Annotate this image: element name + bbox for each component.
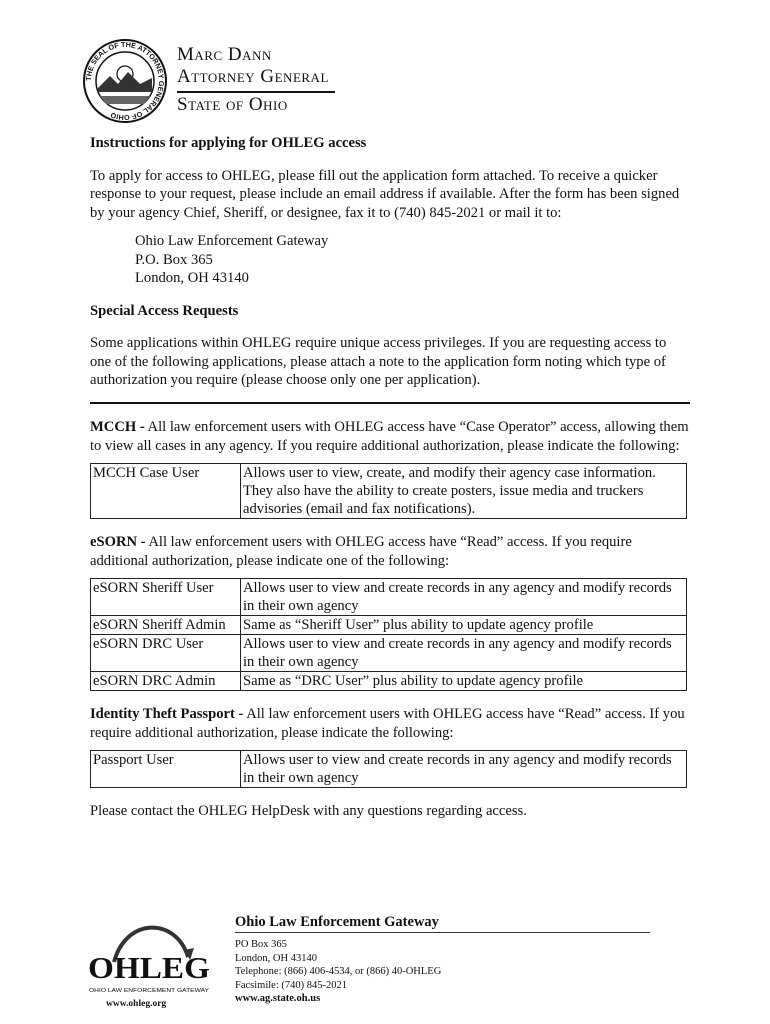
identity-theft-table xyxy=(90,750,687,788)
address-line: London, OH 43140 xyxy=(135,270,249,286)
logo-website: www.ohleg.org xyxy=(106,999,167,1009)
special-access-heading: Special Access Requests xyxy=(90,302,239,319)
header-rule xyxy=(177,91,335,93)
address-line: P.O. Box 365 xyxy=(135,251,213,268)
role-cell: eSORN Sheriff Admin xyxy=(91,616,241,635)
table-row xyxy=(91,616,687,635)
description-cell: Allows user to view and create records in any agency and modify records in their own agency xyxy=(241,579,687,616)
table-row xyxy=(91,672,687,691)
role-cell: eSORN DRC User xyxy=(91,635,241,672)
mailing-address xyxy=(135,232,690,288)
footer-line: Telephone: (866) 406-4534, or (866) 40-OHLEG xyxy=(235,966,442,977)
document-body xyxy=(90,134,690,821)
description-cell: Allows user to view and create records in any agency and modify records in their own agency xyxy=(241,635,687,672)
description-cell: Allows user to view, create, and modify their agency case information. They also have the ability to create posters, issue media and truckers advisories (email and fax notifications). xyxy=(241,464,687,519)
contact-paragraph: Please contact the OHLEG HelpDesk with any questions regarding access. xyxy=(90,803,527,819)
description-cell: Allows user to view and create records in any agency and modify records in their own agency xyxy=(241,751,687,788)
logo-word: OHLEG xyxy=(88,950,210,985)
instructions-paragraph: To apply for access to OHLEG, please fill out the application form attached. To receive a quicker response to your request, please include an email address if available. After the form has been signed by your agency Chief, Sheriff, or designee, fax it to (740) 845-2021 or mail it to: xyxy=(90,167,680,221)
description-cell: Same as “DRC User” plus ability to update agency profile xyxy=(241,672,687,691)
header-state: State of Ohio xyxy=(177,94,288,115)
footer-line: Facsimile: (740) 845-2021 xyxy=(235,979,347,991)
special-access-paragraph: Some applications within OHLEG require unique access privileges. If you are requesting access to one of the following applications, please attach a note to the application form noting which type of authorization you require (please choose only one per application). xyxy=(90,335,667,388)
table-row xyxy=(91,635,687,672)
mcch-label: MCCH - xyxy=(90,419,145,435)
role-cell: Passport User xyxy=(91,751,241,788)
footer-rule xyxy=(235,932,650,933)
header-name: Marc Dann xyxy=(177,44,272,65)
footer-title: Ohio Law Enforcement Gateway xyxy=(235,914,439,930)
attorney-general-seal xyxy=(82,38,168,124)
footer-line: London, OH 43140 xyxy=(235,952,317,964)
description-cell: Same as “Sheriff User” plus ability to update agency profile xyxy=(241,616,687,635)
footer-website-link[interactable]: www.ag.state.oh.us xyxy=(235,993,321,1004)
role-cell: eSORN Sheriff User xyxy=(91,579,241,616)
mcch-paragraph xyxy=(90,418,690,455)
seal-ring-text: THE SEAL OF THE ATTORNEY GENERAL OF OHIO xyxy=(83,39,167,123)
section-divider xyxy=(90,402,690,405)
esorn-paragraph xyxy=(90,533,690,570)
table-row xyxy=(91,751,687,788)
instructions-heading: Instructions for applying for OHLEG access xyxy=(90,135,367,151)
identity-theft-text: All law enforcement users with OHLEG access have “Read” access. If you require additional authorization, please indicate the following: xyxy=(90,706,685,741)
role-cell: MCCH Case User xyxy=(91,464,241,519)
identity-theft-paragraph xyxy=(90,705,690,742)
footer-contact xyxy=(235,938,441,992)
esorn-text: All law enforcement users with OHLEG access have “Read” access. If you require additional authorization, please indicate one of the following: xyxy=(90,534,632,569)
identity-theft-label: Identity Theft Passport - xyxy=(90,706,244,722)
footer-line: PO Box 365 xyxy=(235,939,287,950)
ohleg-logo xyxy=(86,912,216,1012)
role-cell: eSORN DRC Admin xyxy=(91,672,241,691)
esorn-label: eSORN - xyxy=(90,534,146,550)
table-row xyxy=(91,464,687,519)
mcch-table xyxy=(90,463,687,519)
mcch-text: All law enforcement users with OHLEG access have “Case Operator” access, allowing them to view all cases in any agency. If you require additional authorization, please indicate the following: xyxy=(90,419,689,454)
address-line: Ohio Law Enforcement Gateway xyxy=(135,233,329,249)
esorn-table xyxy=(90,578,687,691)
header-title: Attorney General xyxy=(177,66,329,87)
table-row xyxy=(91,579,687,616)
logo-subtitle: OHIO LAW ENFORCEMENT GATEWAY xyxy=(89,988,210,994)
